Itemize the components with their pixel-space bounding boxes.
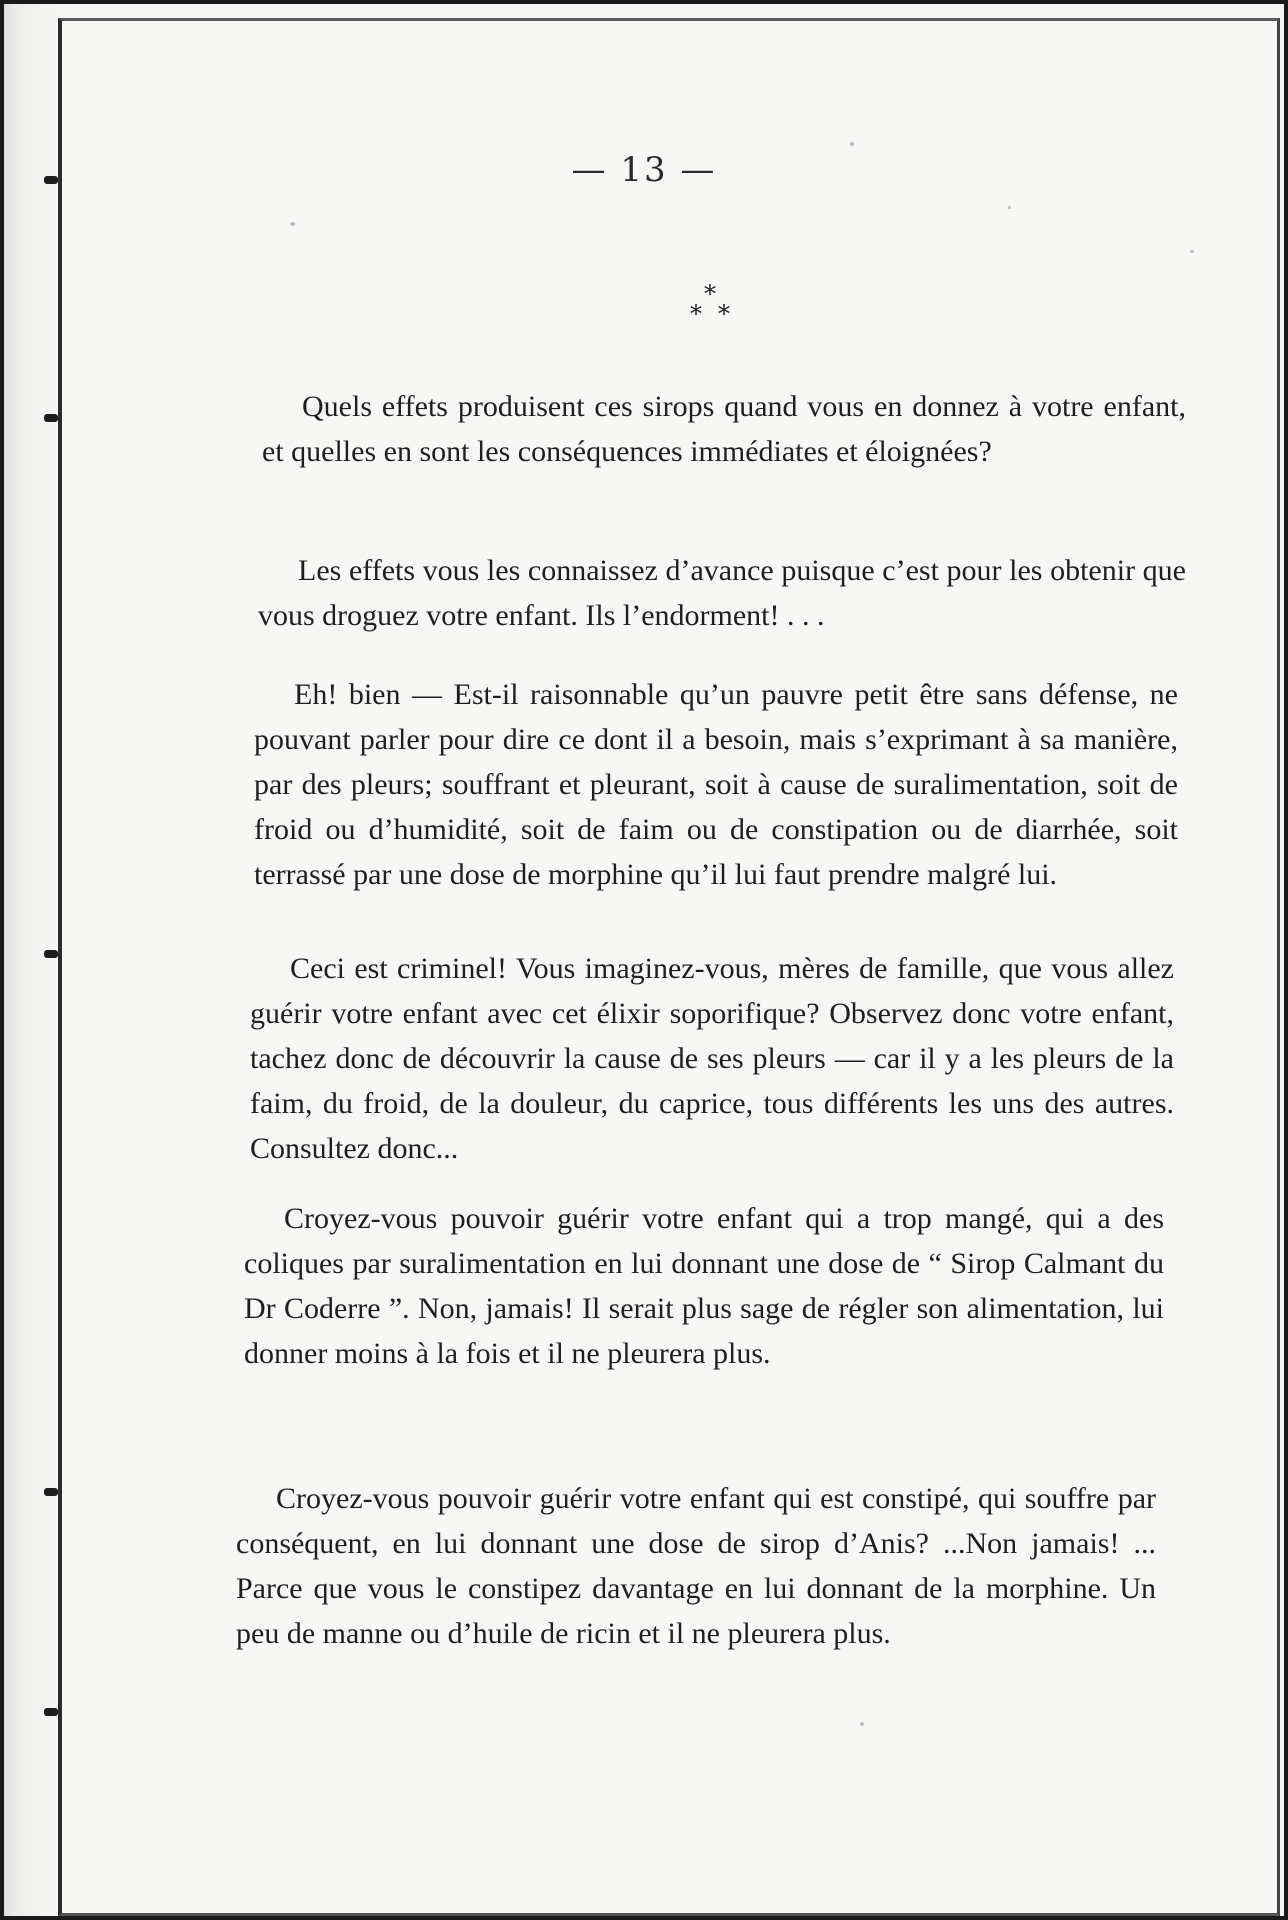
paragraph [244, 1196, 1164, 1376]
scan-speck [860, 1722, 864, 1726]
paragraph-text: Croyez-vous pouvoir guérir votre enfant qui a trop mangé, qui a des coliques par suralimentation en lui donnant une dose de “ Sirop Calmant du Dr Coderre ”. Non, jamais! Il serait plus sage de régler son alimentation, lui donner moins à la fois et il ne pleurera plus. [244, 1202, 1164, 1370]
binding-mark [44, 414, 58, 422]
binding-mark [44, 1488, 58, 1496]
scan-speck [850, 142, 854, 146]
page-number: — 13 — [571, 150, 717, 190]
paragraph-text: Les effets vous les connaissez d’avance puisque c’est pour les obtenir que vous droguez votre enfant. Ils l’endorment! . . . [258, 554, 1186, 632]
scan-speck [1190, 250, 1194, 253]
scan-speck [1008, 206, 1011, 209]
paragraph-text: Quels effets produisent ces sirops quand vous en donnez à votre enfant, et quelles en sont les conséquences immédiates et éloignées? [262, 390, 1186, 468]
asterism-star: * [704, 280, 716, 308]
asterism-divider [690, 282, 750, 332]
paragraph [262, 384, 1186, 474]
paragraph [250, 946, 1174, 1171]
paragraph [258, 548, 1186, 638]
binding-mark [44, 950, 58, 958]
paragraph-text: Ceci est criminel! Vous imaginez-vous, mères de famille, que vous allez guérir votre enfant avec cet élixir soporifique? Observez donc votre enfant, tachez donc de découvrir la cause de ses pleurs — car il y a les pleurs de la faim, du froid, de la douleur, du caprice, tous différents les uns des autres. Consultez donc... [250, 952, 1174, 1165]
paragraph-text: Eh! bien — Est-il raisonnable qu’un pauvre petit être sans défense, ne pouvant parler pour dire ce dont il a besoin, mais s’exprimant à sa manière, par des pleurs; souffrant et pleurant, soit à cause de suralimentation, soit de froid ou d’humidité, soit de faim ou de constipation ou de diarrhée, soit terrassé par une dose de morphine qu’il lui faut prendre malgré lui. [254, 678, 1178, 891]
paragraph [236, 1476, 1156, 1656]
paragraph [254, 672, 1178, 897]
asterism-star: * [690, 300, 702, 328]
paragraph-text: Croyez-vous pouvoir guérir votre enfant qui est constipé, qui souffre par conséquent, en lui donnant une dose de sirop d’Anis? ...Non jamais! ... Parce que vous le constipez davantage en lui donnant de la morphine. Un peu de manne ou d’huile de ricin et il ne pleurera plus. [236, 1482, 1156, 1650]
binding-edge [0, 0, 62, 1920]
scan-speck [290, 222, 295, 226]
asterism-star: * [718, 300, 730, 328]
binding-mark [44, 1708, 58, 1716]
